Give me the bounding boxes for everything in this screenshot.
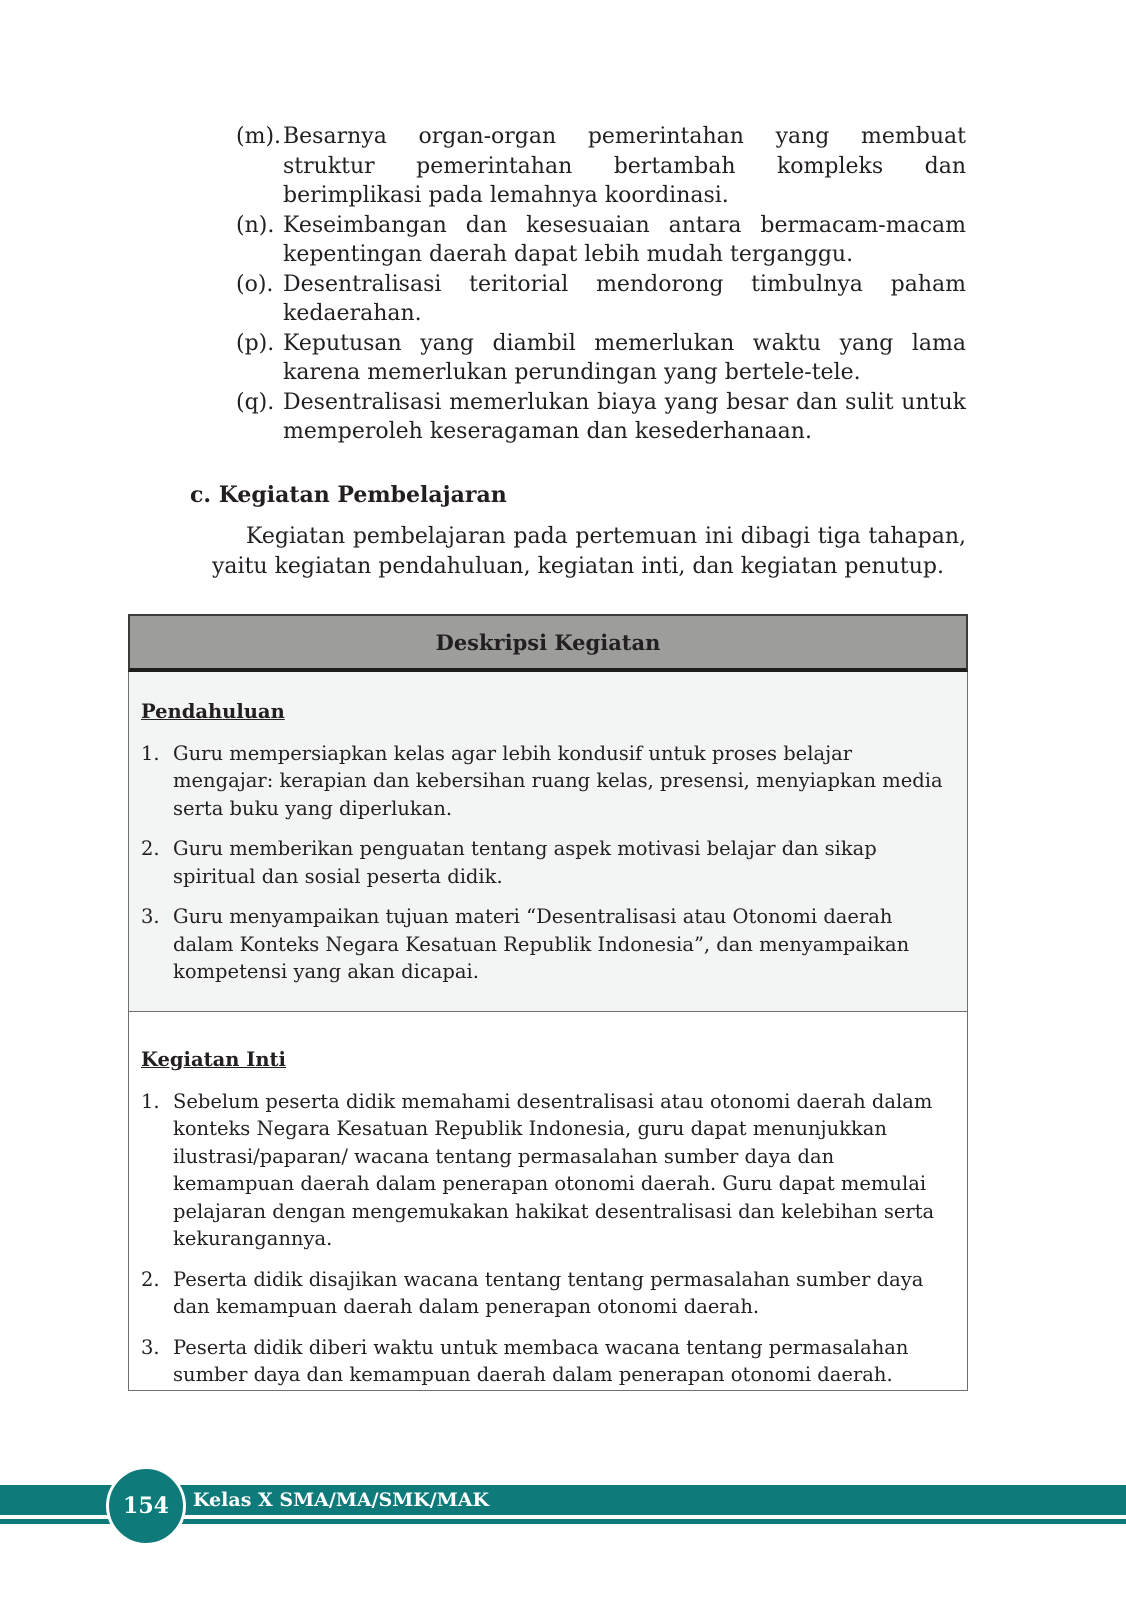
list-text: Desentralisasi teritorial mendorong timbulnya paham kedaerahan. bbox=[283, 271, 966, 326]
item-text: Peserta didik diberi waktu untuk membaca wacana tentang permasalahan sumber daya dan kemampuan daerah dalam penerapan otonomi daerah. bbox=[173, 1335, 909, 1386]
table-list-item bbox=[141, 835, 953, 890]
item-number: 2. bbox=[141, 837, 160, 860]
pendahuluan-label: Pendahuluan bbox=[141, 700, 285, 723]
list-marker: (o). bbox=[236, 271, 274, 297]
item-number: 3. bbox=[141, 1335, 160, 1359]
table-list-item bbox=[141, 740, 953, 823]
list-item-m bbox=[236, 122, 966, 211]
kegiatan-inti-block bbox=[128, 1012, 968, 1391]
item-text: Guru mempersiapkan kelas agar lebih kondusif untuk proses belajar mengajar: kerapian dan kebersihan ruang kelas, presensi, menyiapkan media serta buku yang diperlukan. bbox=[173, 741, 943, 820]
list-item-o bbox=[236, 270, 966, 329]
item-number: 3. bbox=[141, 905, 160, 928]
continued-list bbox=[236, 122, 966, 447]
page-number: 154 bbox=[123, 1493, 169, 1519]
item-text: Guru memberikan penguatan tentang aspek motivasi belajar dan sikap spiritual dan sosial peserta didik. bbox=[173, 837, 877, 888]
table-list-item bbox=[141, 1088, 953, 1253]
list-text: Keputusan yang diambil memerlukan waktu yang lama karena memerlukan perundingan yang bertele-tele. bbox=[283, 330, 966, 385]
list-marker: (n). bbox=[236, 212, 275, 238]
list-marker: (q). bbox=[236, 389, 275, 415]
item-number: 1. bbox=[141, 1089, 160, 1113]
item-number: 2. bbox=[141, 1267, 160, 1291]
page-number-badge bbox=[106, 1466, 186, 1546]
kegiatan-inti-label: Kegiatan Inti bbox=[141, 1048, 286, 1071]
item-text: Peserta didik disajikan wacana tentang tentang permasalahan sumber daya dan kemampuan daerah dalam penerapan otonomi daerah. bbox=[173, 1267, 924, 1318]
list-item-p bbox=[236, 329, 966, 388]
section-intro: Kegiatan pembelajaran pada pertemuan ini dibagi tiga tahapan, yaitu kegiatan pendahuluan, kegiatan inti, dan kegiatan penutup. bbox=[212, 524, 966, 579]
list-text: Keseimbangan dan kesesuaian antara bermacam-macam kepentingan daerah dapat lebih mudah terganggu. bbox=[283, 212, 966, 267]
list-item-n bbox=[236, 211, 966, 270]
item-text: Sebelum peserta didik memahami desentralisasi atau otonomi daerah dalam konteks Negara Kesatuan Republik Indonesia, guru dapat menunjukkan ilustrasi/paparan/ wacana tentang permasalahan sumber daya dan kemampuan daerah dalam penerapan otonomi daerah. Guru dapat memulai pelajaran dengan mengemukakan hakikat desentralisasi dan kelebihan serta kekurangannya. bbox=[173, 1089, 935, 1250]
list-marker: (p). bbox=[236, 330, 275, 356]
activity-table bbox=[128, 614, 968, 1391]
footer-book-title: Kelas X SMA/MA/SMK/MAK bbox=[193, 1489, 490, 1511]
section-heading: c. Kegiatan Pembelajaran bbox=[190, 482, 507, 508]
pendahuluan-block bbox=[128, 672, 968, 1012]
item-text: Guru menyampaikan tujuan materi “Desentralisasi atau Otonomi daerah dalam Konteks Negara Kesatuan Republik Indonesia”, dan menyampaikan kompetensi yang akan dicapai. bbox=[173, 905, 910, 983]
table-list-item bbox=[141, 1266, 953, 1321]
list-item-q bbox=[236, 388, 966, 447]
item-number: 1. bbox=[141, 741, 160, 765]
list-marker: (m). bbox=[236, 124, 282, 149]
table-header: Deskripsi Kegiatan bbox=[128, 614, 968, 672]
table-list-item bbox=[141, 903, 953, 986]
list-text: Besarnya organ-organ pemerintahan yang membuat struktur pemerintahan bertambah kompleks dan berimplikasi pada lemahnya koordinasi. bbox=[283, 124, 966, 208]
list-text: Desentralisasi memerlukan biaya yang besar dan sulit untuk memperoleh keseragaman dan kesederhanaan. bbox=[283, 389, 966, 444]
table-list-item bbox=[141, 1334, 953, 1389]
